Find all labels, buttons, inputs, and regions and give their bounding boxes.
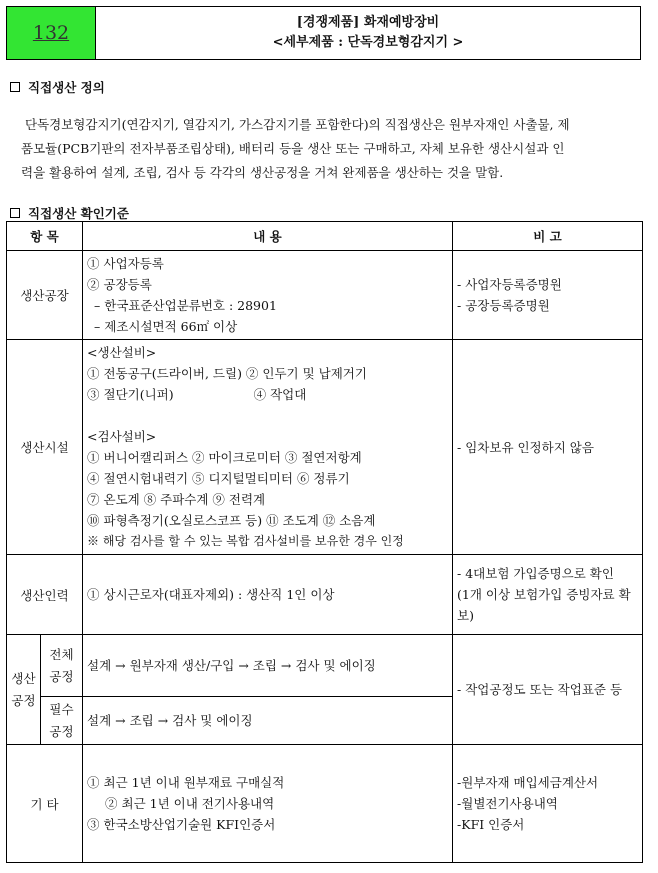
content-line: ① 상시근로자(대표자제외) : 생산직 1인 이상: [87, 587, 335, 602]
header-item: 항 목: [7, 222, 83, 251]
content-line: ① 버니어캘리퍼스 ② 마이크로미터 ③ 절연저항계: [87, 450, 362, 465]
label-line: 필수: [49, 701, 74, 717]
note-line: -원부자재 매입세금계산서: [457, 775, 599, 790]
content-line-left: ③ 절단기(니퍼): [87, 387, 174, 402]
content-line: ③ 한국소방산업기술원 KFI인증서: [87, 817, 276, 832]
note-line: 보): [457, 608, 474, 623]
content-line: [87, 384, 448, 405]
content-line: <생산설비>: [87, 345, 157, 360]
label-line: 공정: [11, 692, 36, 708]
content-line: ① 사업자등록: [87, 256, 164, 271]
row-content: [83, 555, 453, 635]
section-definition-heading: [10, 78, 105, 96]
row-note: [453, 251, 643, 340]
row-note: [453, 745, 643, 863]
section-title: 직접생산 확인기준: [28, 206, 129, 221]
sub-label-all: [41, 635, 83, 697]
header-title: [경쟁제품] 화재예방장비: [296, 15, 440, 30]
header-title-block: [96, 7, 640, 59]
definition-line: 력을 활용하여 설계, 조립, 검사 등 각각의 생산공정을 거쳐 완제품을 생산하는 것을 말함.: [21, 165, 504, 180]
row-label-process: [7, 635, 41, 745]
row-label: 기 타: [7, 745, 83, 863]
label-line: 공정: [49, 668, 74, 684]
note-line: - 임차보유 인정하지 않음: [457, 439, 594, 455]
note-line: -월별전기사용내역: [457, 796, 558, 811]
section-criteria-heading: [10, 204, 129, 222]
row-label: 생산시설: [7, 340, 83, 555]
table-row-etc: [7, 745, 643, 863]
header-content: 내 용: [83, 222, 453, 251]
content-line: ① 최근 1년 이내 원부재료 구매실적: [87, 775, 285, 790]
section-title: 직접생산 정의: [28, 80, 105, 95]
content-line: ④ 절연시험내력기 ⑤ 디지털멀티미터 ⑥ 정류기: [87, 471, 350, 486]
row-label: 생산인력: [7, 555, 83, 635]
row-content: [83, 340, 453, 555]
label-line: 공정: [49, 723, 74, 739]
content-line: – 제조시설면적 66㎡ 이상: [94, 319, 238, 334]
document-header: [6, 6, 641, 60]
definition-line: 품모듈(PCB기판의 전자부품조립상태), 배터리 등을 생산 또는 구매하고, 자체 보유한 생산시설과 인: [21, 141, 565, 156]
note-line: -KFI 인증서: [457, 817, 525, 832]
table-header-row: [7, 222, 643, 251]
row-content: [83, 251, 453, 340]
definition-line: 단독경보형감지기(연감지기, 열감지기, 가스감지기를 포함한다)의 직접생산은 원부자재인 사출물, 제: [25, 117, 570, 132]
row-content: 설계 → 원부자재 생산/구입 → 조립 → 검사 및 에이징: [83, 635, 453, 697]
label-line: 전체: [49, 646, 74, 662]
content-line: ⑦ 온도계 ⑧ 주파수계 ⑨ 전력계: [87, 492, 266, 507]
row-note: [453, 555, 643, 635]
row-content: [83, 745, 453, 863]
header-subtitle: <세부제품 : 단독경보형감지기 >: [272, 35, 464, 50]
header-note: 비 고: [453, 222, 643, 251]
item-number: 132: [7, 7, 96, 59]
label-line: 생산: [11, 670, 36, 686]
definition-paragraph: [21, 113, 641, 185]
content-line: <검사설비>: [87, 429, 157, 444]
checkbox-square-icon: [10, 208, 20, 218]
note-line: - 4대보험 가입증명으로 확인: [457, 566, 614, 581]
row-label: 생산공장: [7, 251, 83, 340]
content-line: ② 공장등록: [87, 277, 152, 292]
note-line: - 공장등록증명원: [457, 298, 550, 313]
blank-line: [87, 405, 448, 426]
sub-label-required: [41, 697, 83, 745]
row-content: 설계 → 조립 → 검사 및 에이징: [83, 697, 453, 745]
content-line-right: ④ 작업대: [253, 387, 307, 402]
note-line: - 작업공정도 또는 작업표준 등: [457, 682, 623, 697]
row-note: [453, 340, 643, 555]
note-line: (1개 이상 보험가입 증빙자료 확: [457, 587, 631, 602]
content-line: ① 전동공구(드라이버, 드릴) ② 인두기 및 납제거기: [87, 366, 367, 381]
table-row-factory: [7, 251, 643, 340]
table-row-facility: [7, 340, 643, 555]
checkbox-square-icon: [10, 82, 20, 92]
content-line: – 한국표준산업분류번호 : 28901: [94, 298, 277, 313]
criteria-table: [6, 221, 643, 863]
table-row-process-all: [7, 635, 643, 697]
row-note: [453, 635, 643, 745]
note-line: - 사업자등록증명원: [457, 277, 562, 292]
content-line: ② 최근 1년 이내 전기사용내역: [105, 796, 275, 811]
table-row-labor: [7, 555, 643, 635]
content-line: ※ 해당 검사를 할 수 있는 복합 검사설비를 보유한 경우 인정: [87, 534, 404, 548]
content-line: ⑩ 파형측정기(오실로스코프 등) ⑪ 조도계 ⑫ 소음계: [87, 513, 376, 528]
